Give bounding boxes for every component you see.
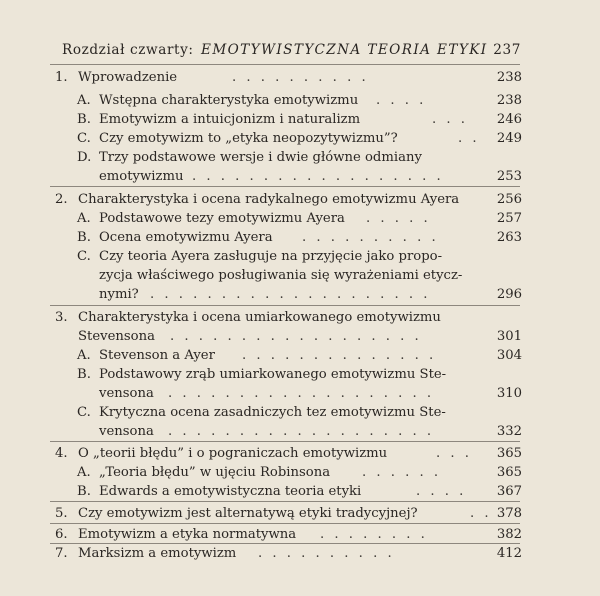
entry-number: 5. [55,506,68,521]
toc-entry [0,248,600,266]
toc-entry [0,286,600,304]
entry-page: 256 [496,192,522,207]
divider [50,305,520,306]
entry-page: 365 [496,446,522,461]
entry-text: Podstawowy zrąb umiarkowanego emotywizmu Ste- [99,367,447,382]
entry-leader: . . [470,506,492,521]
entry-text: Wstępna charakterystyka emotywizmu [99,93,359,108]
toc-entry [0,168,600,186]
entry-leader: . . . . . . . . . . [258,546,395,561]
chapter-label: Rozdział czwarty: [62,42,194,58]
entry-page: 378 [496,506,522,521]
entry-page: 382 [496,527,522,542]
toc-entry [0,483,600,501]
entry-leader: . . . [436,446,472,461]
toc-entry [0,464,600,482]
toc-entry [0,130,600,148]
entry-page: 301 [496,329,522,344]
divider [50,441,520,442]
entry-leader: . . . . [416,484,467,499]
divider [50,523,520,524]
entry-page: 246 [496,112,522,127]
entry-text: „Teoria błędu” w ujęciu Robinsona [99,465,331,480]
entry-number: B. [77,484,91,499]
toc-entry [0,111,600,129]
entry-number: A. [77,465,91,480]
entry-number: C. [77,249,91,264]
toc-entry [0,423,600,441]
toc-entry [0,347,600,365]
entry-text: Podstawowe tezy emotywizmu Ayera [99,211,345,226]
entry-page: 367 [496,484,522,499]
entry-page: 238 [496,93,522,108]
entry-text: Charakterystyka i ocena radykalnego emotywizmu Ayera [78,192,460,207]
entry-text: Edwards a emotywistyczna teoria etyki [99,484,362,499]
entry-number: 6. [55,527,68,542]
entry-text: Stevenson a Ayer [99,348,215,363]
entry-number: 2. [55,192,68,207]
toc-entry [0,210,600,228]
entry-number: A. [77,211,91,226]
toc-entry [0,445,600,463]
entry-leader: . . . . . . [362,465,442,480]
entry-number: 3. [55,310,68,325]
toc-entry [0,191,600,209]
entry-leader: . . . . . . . . . . [232,70,369,85]
toc-entry [0,385,600,403]
entry-text: Czy emotywizm jest alternatywą etyki tradycyjnej? [78,506,418,521]
toc-entry [0,366,600,384]
entry-page: 296 [496,287,522,302]
entry-text: Emotywizm a etyka normatywna [78,527,297,542]
entry-page: 253 [496,169,522,184]
entry-page: 304 [496,348,522,363]
divider [50,64,520,65]
entry-text: zycja właściwego posługiwania się wyrażeniami etycz- [99,268,463,283]
toc-entry [0,505,600,523]
chapter-page: 237 [493,42,521,58]
entry-text: Marksizm a emotywizm [78,546,237,561]
entry-leader: . . . . . . . . [320,527,428,542]
entry-leader: . . . . . . . . . . . . . . . . . . . . [150,287,431,302]
entry-number: B. [77,230,91,245]
entry-leader: . . . . . . . . . . . . . . . . . . [170,329,422,344]
toc-entry [0,545,600,563]
toc-entry [0,69,600,87]
entry-page: 249 [496,131,522,146]
toc-entry [0,526,600,544]
entry-number: 4. [55,446,68,461]
entry-number: 7. [55,546,68,561]
entry-leader: . . . . . . . . . . . . . . [242,348,437,363]
entry-number: B. [77,367,91,382]
toc-entry [0,309,600,327]
entry-page: 412 [496,546,522,561]
entry-text: emotywizmu [99,169,184,184]
entry-text: Stevensona [78,329,155,344]
entry-page: 263 [496,230,522,245]
divider [50,501,520,502]
entry-text: nymi? [99,287,139,302]
entry-number: A. [77,93,91,108]
entry-text: Trzy podstawowe wersje i dwie główne odmiany [99,150,422,165]
entry-leader: . . . . . . . . . . . . . . . . . . [192,169,444,184]
divider [50,186,520,187]
divider [50,543,520,544]
entry-number: 1. [55,70,68,85]
toc-entry [0,404,600,422]
entry-leader: . . . . . [366,211,431,226]
entry-leader: . . . [432,112,468,127]
entry-text: Czy emotywizm to „etyka neopozytywizmu”? [99,131,398,146]
entry-page: 332 [496,424,522,439]
entry-number: D. [77,150,92,165]
entry-leader: . . . . . . . . . . . . . . . . . . . [168,424,435,439]
entry-number: C. [77,131,91,146]
entry-text: O „teorii błędu” i o pograniczach emotywizmu [78,446,388,461]
entry-text: vensona [99,424,154,439]
entry-page: 238 [496,70,522,85]
entry-leader: . . . . . . . . . . . . . . . . . . . [168,386,435,401]
entry-number: A. [77,348,91,363]
toc-entry [0,267,600,285]
entry-page: 257 [496,211,522,226]
entry-text: Charakterystyka i ocena umiarkowanego emotywizmu [78,310,441,325]
entry-leader: . . [458,131,480,146]
toc-entry [0,149,600,167]
entry-text: Ocena emotywizmu Ayera [99,230,273,245]
entry-page: 365 [496,465,522,480]
entry-leader: . . . . [376,93,427,108]
toc-entry [0,328,600,346]
entry-text: vensona [99,386,154,401]
entry-text: Wprowadzenie [78,70,178,85]
entry-leader: . . . . . . . . . . [302,230,439,245]
chapter-heading [0,41,600,59]
entry-text: Czy teoria Ayera zasługuje na przyjęcie jako propo- [99,249,443,264]
entry-text: Krytyczna ocena zasadniczych tez emotywizmu Ste- [99,405,446,420]
entry-number: C. [77,405,91,420]
entry-page: 310 [496,386,522,401]
entry-text: Emotywizm a intuicjonizm i naturalizm [99,112,361,127]
toc-entry [0,92,600,110]
chapter-title: EMOTYWISTYCZNA TEORIA ETYKI [201,42,488,58]
entry-number: B. [77,112,91,127]
toc-entry [0,229,600,247]
